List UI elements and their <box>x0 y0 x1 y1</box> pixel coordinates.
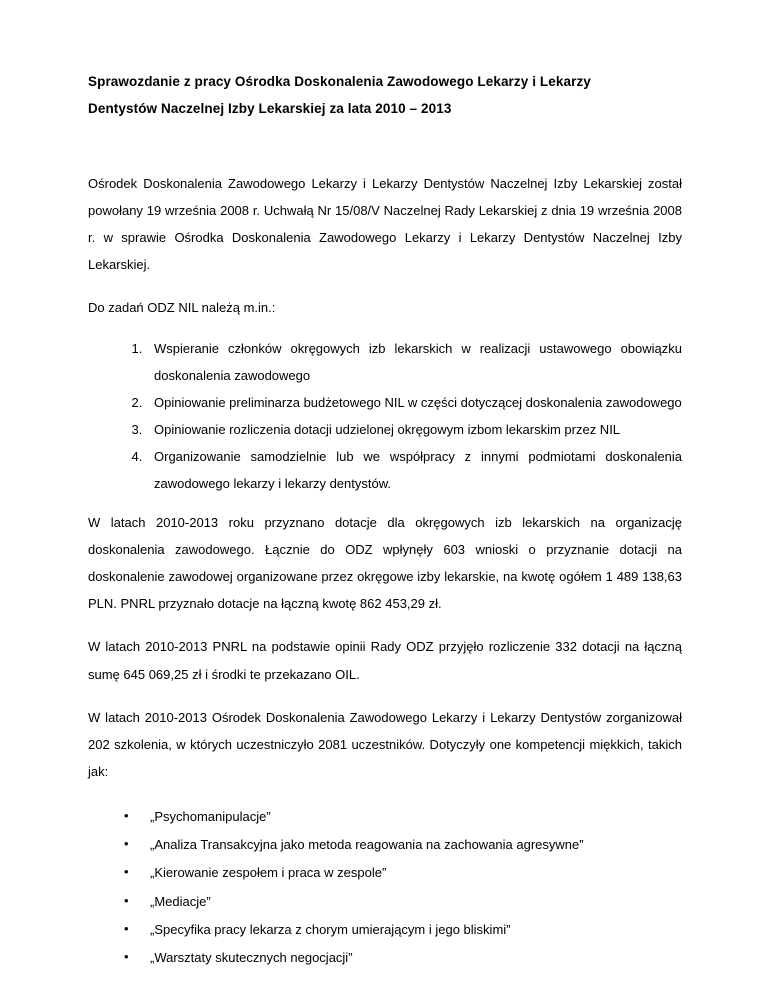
tasks-lead-in: Do zadań ODZ NIL należą m.in.: <box>88 300 276 316</box>
list-item: 3. Opiniowanie rozliczenia dotacji udzielonej okręgowym izbom lekarskim przez NIL <box>146 416 682 443</box>
document-title <box>88 68 682 122</box>
settlements-paragraph: W latach 2010-2013 PNRL na podstawie opinii Rady ODZ przyjęło rozliczenie 332 dotacji na łączną sumę 645 069,25 zł i środki te przekazano OIL. <box>88 639 682 682</box>
trainings-paragraph: W latach 2010-2013 Ośrodek Doskonalenia Zawodowego Lekarzy i Lekarzy Dentystów zorganizował 202 szkolenia, w których uczestniczyło 2081 uczestników. Dotyczyły one kompetencji miękkich, takich jak: <box>88 709 682 779</box>
document-title-line-2: Dentystów Naczelnej Izby Lekarskiej za lata 2010 – 2013 <box>88 101 452 116</box>
list-item: • „Mediacje” <box>150 888 682 915</box>
list-item: • „Analiza Transakcyjna jako metoda reagowania na zachowania agresywne” <box>150 831 682 858</box>
document-title-line-1: Sprawozdanie z pracy Ośrodka Doskonalenia Zawodowego Lekarzy i Lekarzy <box>88 74 591 89</box>
grants-paragraph: W latach 2010-2013 roku przyznano dotacje dla okręgowych izb lekarskich na organizację doskonalenia zawodowego. Łącznie do ODZ wpłynęły 603 wnioski o przyznanie dotacji na doskonalenie zawodowej organizowane przez okręgowe izby lekarskie, na kwotę ogółem 1 489 138,63 PLN. PNRL przyznało dotacje na łączną kwotę 862 453,29 zł. <box>88 515 682 612</box>
list-item: 2. Opiniowanie preliminarza budżetowego NIL w części dotyczącej doskonalenia zawodowego <box>146 389 682 416</box>
list-item: 4. Organizowanie samodzielnie lub we współpracy z innymi podmiotami doskonalenia zawodowego lekarzy i lekarzy dentystów. <box>146 443 682 497</box>
tasks-numbered-list <box>88 335 682 497</box>
list-item: 1. Wspieranie członków okręgowych izb lekarskich w realizacji ustawowego obowiązku doskonalenia zawodowego <box>146 335 682 389</box>
list-item: • „Kierowanie zespołem i praca w zespole” <box>150 859 682 886</box>
list-item: • „Psychomanipulacje” <box>150 803 682 830</box>
list-item: • „Warsztaty skutecznych negocjacji” <box>150 944 682 971</box>
list-item: • „Specyfika pracy lekarza z chorym umierającym i jego bliskimi” <box>150 916 682 943</box>
title-body-spacer <box>88 122 682 170</box>
intro-paragraph: Ośrodek Doskonalenia Zawodowego Lekarzy i Lekarzy Dentystów Naczelnej Izby Lekarskiej został powołany 19 września 2008 r. Uchwałą Nr 15/08/V Naczelnej Rady Lekarskiej z dnia 19 września 2008 r. w sprawie Ośrodka Doskonalenia Zawodowego Lekarzy i Lekarzy Dentystów Naczelnej Izby Lekarskiej. <box>88 176 682 273</box>
trainings-bullet-list <box>88 803 682 972</box>
